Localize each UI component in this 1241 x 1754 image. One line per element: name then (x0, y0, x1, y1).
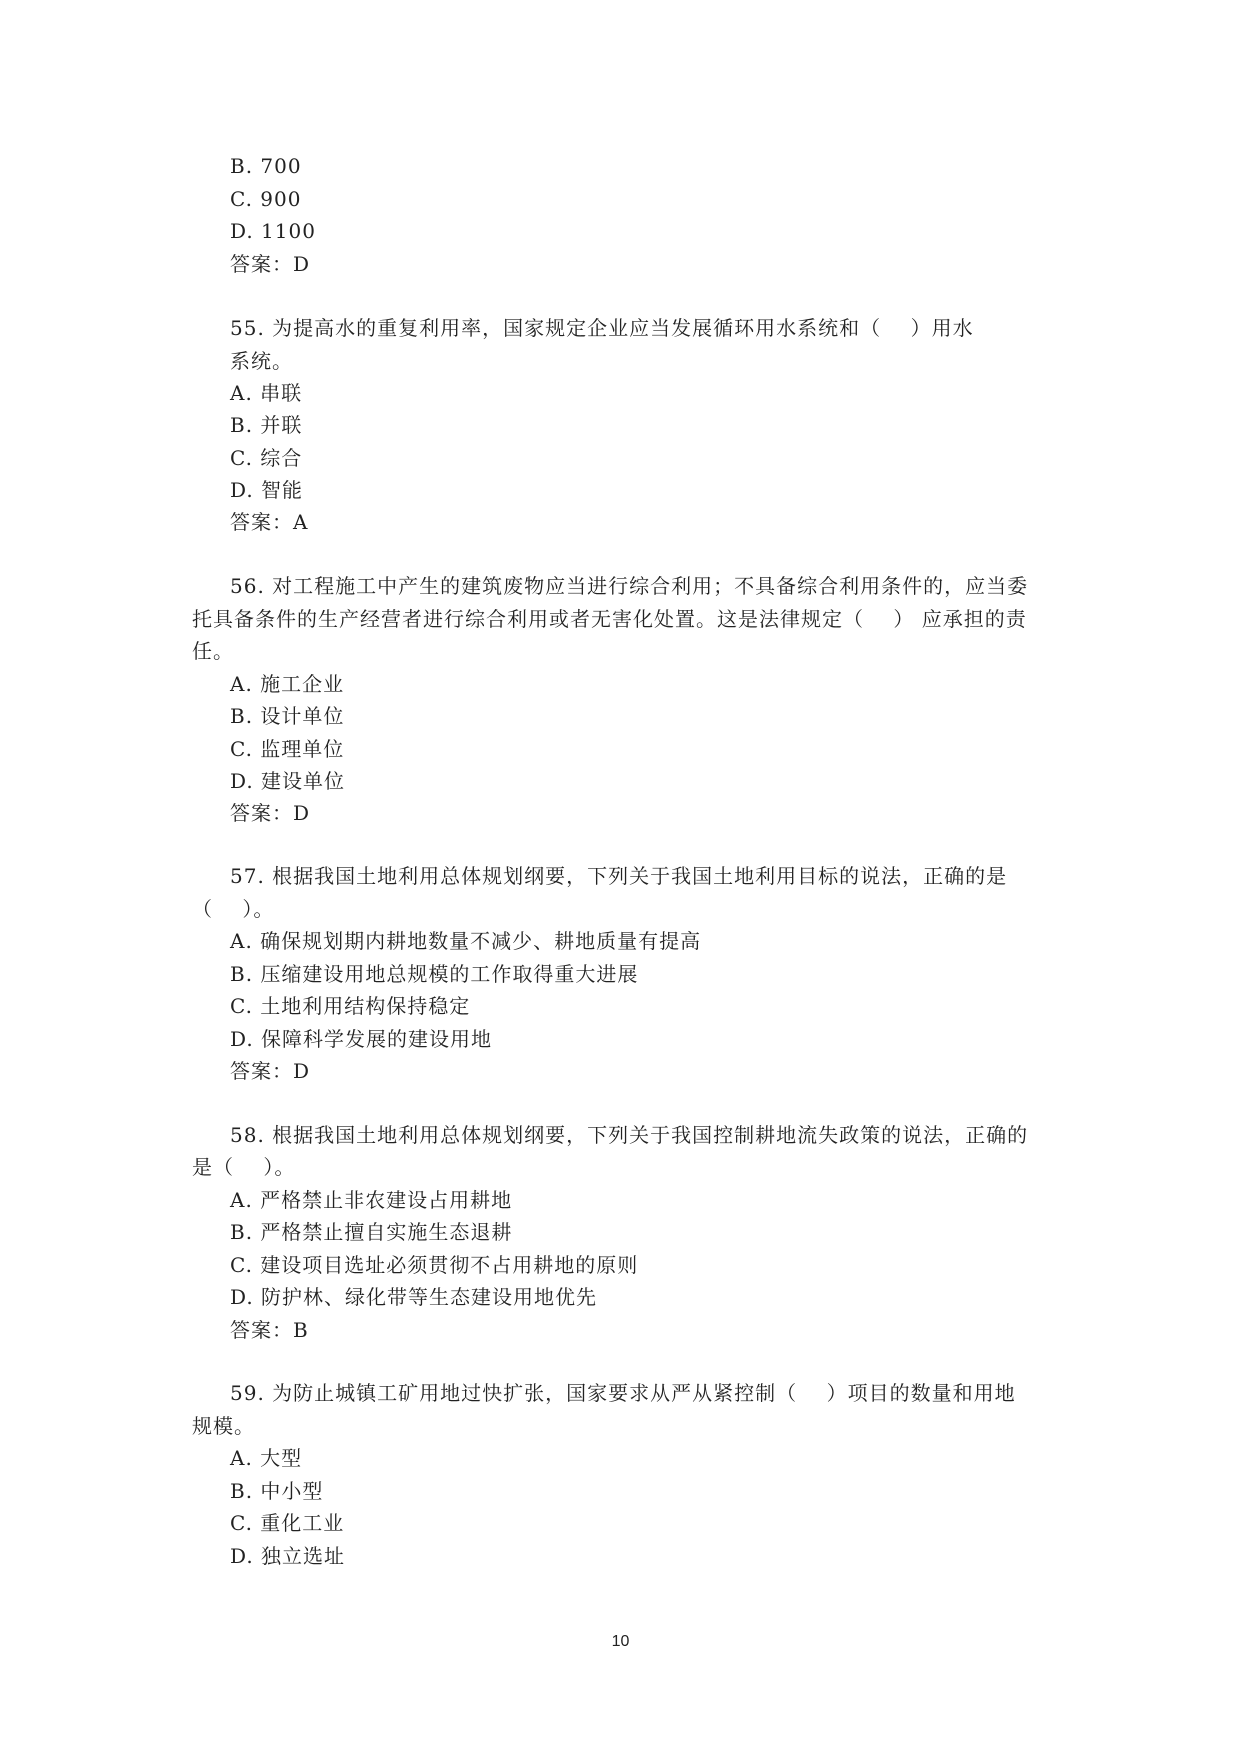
q59-option-c: C. 重化工业 (230, 1511, 345, 1535)
q55-option-a: A. 串联 (230, 381, 303, 405)
page-number: 10 (611, 1633, 630, 1650)
q57-option-a: A. 确保规划期内耕地数量不减少、耕地质量有提高 (230, 929, 702, 953)
q58-option-d: D. 防护林、绿化带等生态建设用地优先 (230, 1285, 598, 1309)
q58-option-c: C. 建设项目选址必须贯彻不占用耕地的原则 (230, 1253, 639, 1277)
q56-option-c: C. 监理单位 (230, 737, 345, 761)
q54-answer: 答案：D (230, 252, 311, 276)
q59-option-d: D. 独立选址 (230, 1544, 346, 1568)
q58-answer: 答案：B (230, 1318, 309, 1342)
q58-stem-line1: 58. 根据我国土地利用总体规划纲要，下列关于我国控制耕地流失政策的说法，正确的 (230, 1123, 1029, 1147)
q56-answer: 答案：D (230, 801, 311, 825)
q58-option-a: A. 严格禁止非农建设占用耕地 (230, 1188, 513, 1212)
q55-stem-line1: 55. 为提高水的重复利用率，国家规定企业应当发展循环用水系统和（ ）用水 (230, 316, 974, 340)
q57-option-c: C. 土地利用结构保持稳定 (230, 994, 471, 1018)
q59-option-b: B. 中小型 (230, 1479, 324, 1503)
q54-option-b: B. 700 (230, 154, 302, 178)
q56-stem-line3: 任。 (192, 639, 234, 663)
q55-stem-line2: 系统。 (230, 349, 293, 373)
q55-option-d: D. 智能 (230, 478, 304, 502)
q56-stem-line1: 56. 对工程施工中产生的建筑废物应当进行综合利用；不具备综合利用条件的，应当委 (230, 574, 1029, 598)
q55-answer: 答案：A (230, 510, 309, 534)
q56-option-d: D. 建设单位 (230, 769, 346, 793)
q57-stem-line1: 57. 根据我国土地利用总体规划纲要，下列关于我国土地利用目标的说法，正确的是 (230, 864, 1008, 888)
q55-option-b: B. 并联 (230, 413, 303, 437)
q56-stem-line2: 托具备条件的生产经营者进行综合利用或者无害化处置。这是法律规定（ ） 应承担的责 (192, 607, 1027, 631)
q59-option-a: A. 大型 (230, 1446, 303, 1470)
q59-stem-line1: 59. 为防止城镇工矿用地过快扩张，国家要求从严从紧控制（ ）项目的数量和用地 (230, 1381, 1016, 1405)
q57-option-d: D. 保障科学发展的建设用地 (230, 1027, 493, 1051)
q54-option-c: C. 900 (230, 187, 302, 211)
q57-stem-line2: （ ）。 (192, 897, 275, 921)
q57-option-b: B. 压缩建设用地总规模的工作取得重大进展 (230, 962, 639, 986)
q59-stem-line2: 规模。 (192, 1414, 255, 1438)
q58-option-b: B. 严格禁止擅自实施生态退耕 (230, 1220, 513, 1244)
q56-option-b: B. 设计单位 (230, 704, 345, 728)
q56-option-a: A. 施工企业 (230, 672, 345, 696)
q57-answer: 答案：D (230, 1059, 311, 1083)
q55-option-c: C. 综合 (230, 446, 303, 470)
q58-stem-line2: 是（ ）。 (192, 1155, 296, 1179)
q54-option-d: D. 1100 (230, 219, 316, 243)
